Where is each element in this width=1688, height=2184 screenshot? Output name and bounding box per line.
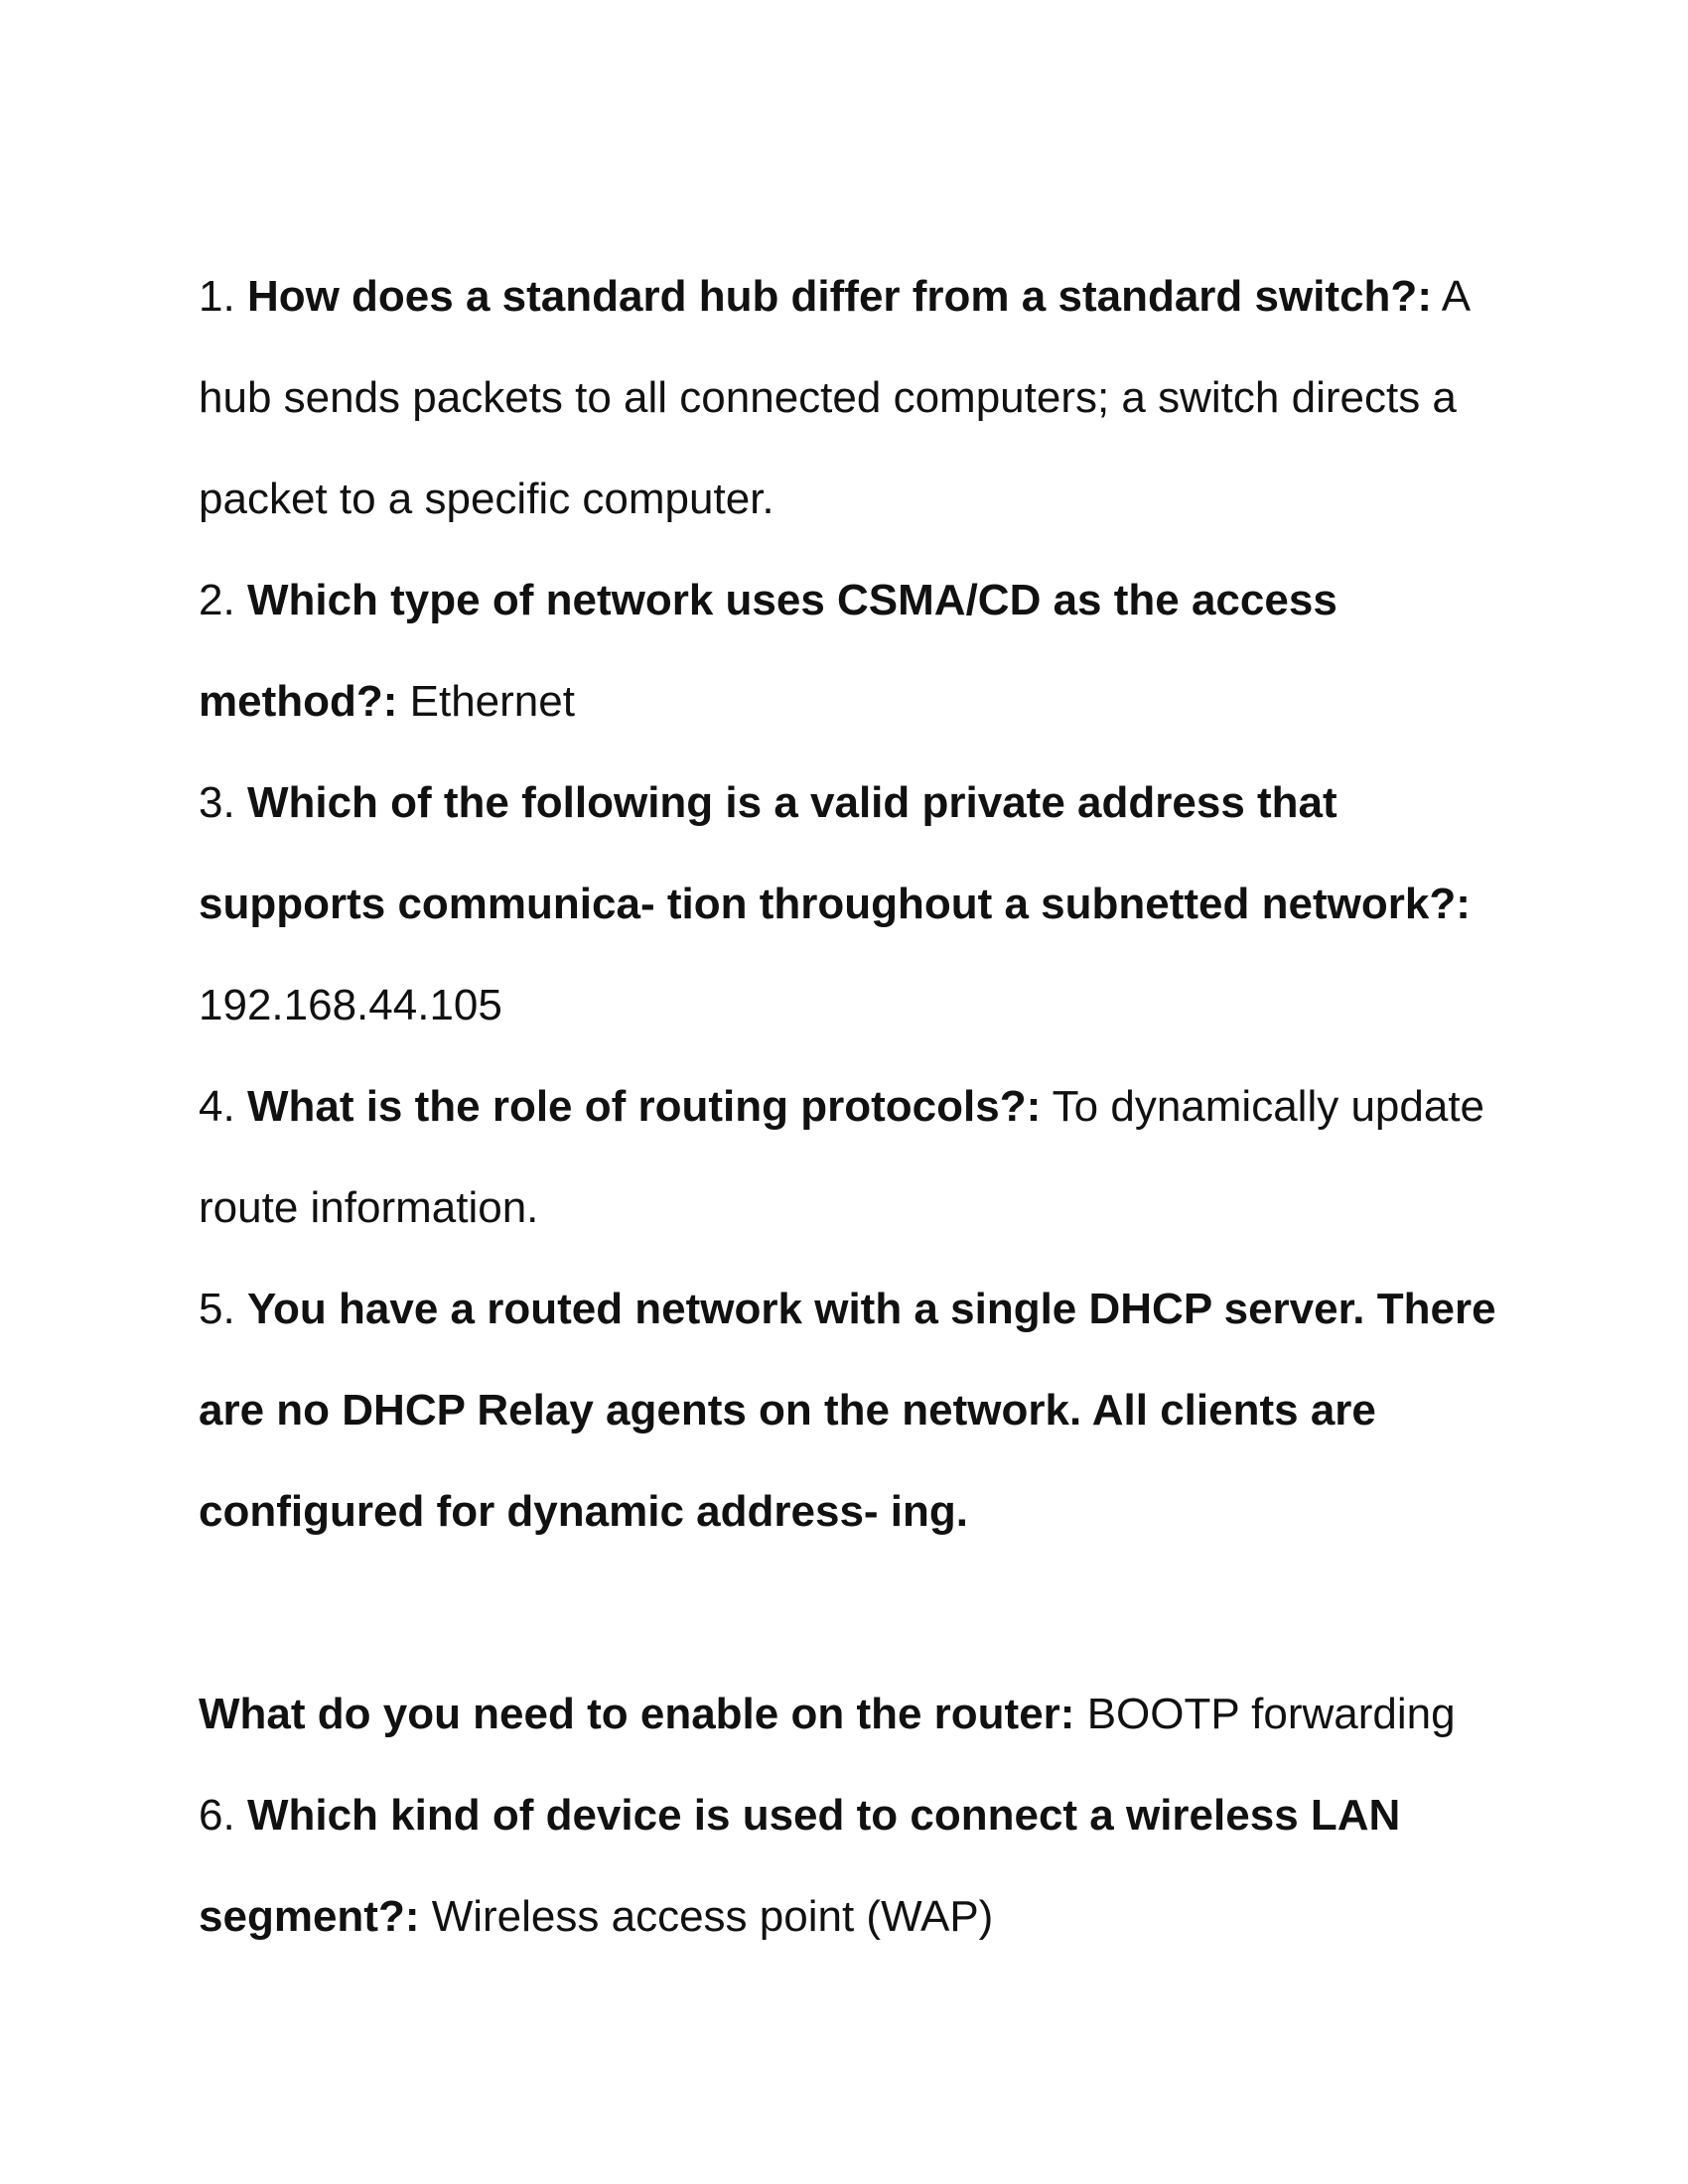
qa-answer: Ethernet <box>409 677 575 726</box>
paragraph-gap <box>199 1563 1509 1664</box>
qa-number: 6. <box>199 1791 235 1840</box>
qa-item-2 <box>199 550 1509 752</box>
qa-item-5-continued <box>199 1664 1509 1765</box>
qa-number: 5. <box>199 1285 235 1333</box>
qa-item-5 <box>199 1259 1509 1563</box>
qa-question: Which of the following is a valid private address that supports communica- tion throughout a subnetted network?: <box>199 778 1471 928</box>
qa-number: 3. <box>199 778 235 827</box>
qa-question: Which kind of device is used to connect a wireless LAN segment?: <box>199 1791 1401 1941</box>
qa-answer: 192.168.44.105 <box>199 981 502 1029</box>
qa-answer: A hub sends packets to all connected computers; a switch directs a packet to a specific computer. <box>199 272 1469 523</box>
qa-number: 1. <box>199 272 235 321</box>
qa-item-6 <box>199 1765 1509 1968</box>
qa-question: How does a standard hub differ from a standard switch?: <box>246 272 1432 321</box>
qa-list <box>199 246 1509 1968</box>
qa-item-3 <box>199 752 1509 1056</box>
qa-item-1 <box>199 246 1509 550</box>
qa-question-continued: What do you need to enable on the router: <box>199 1690 1075 1738</box>
qa-item-4 <box>199 1056 1509 1259</box>
qa-question: Which type of network uses CSMA/CD as the access method?: <box>199 576 1337 726</box>
qa-question: You have a routed network with a single DHCP server. There are no DHCP Relay agents on the network. All clients are configured for dynamic address- ing. <box>199 1285 1496 1536</box>
qa-answer: To dynamically update route information. <box>199 1082 1485 1232</box>
qa-number: 2. <box>199 576 235 624</box>
qa-question: What is the role of routing protocols?: <box>246 1082 1042 1131</box>
qa-answer: BOOTP forwarding <box>1086 1690 1456 1738</box>
qa-answer: Wireless access point (WAP) <box>431 1892 994 1941</box>
qa-number: 4. <box>199 1082 235 1131</box>
